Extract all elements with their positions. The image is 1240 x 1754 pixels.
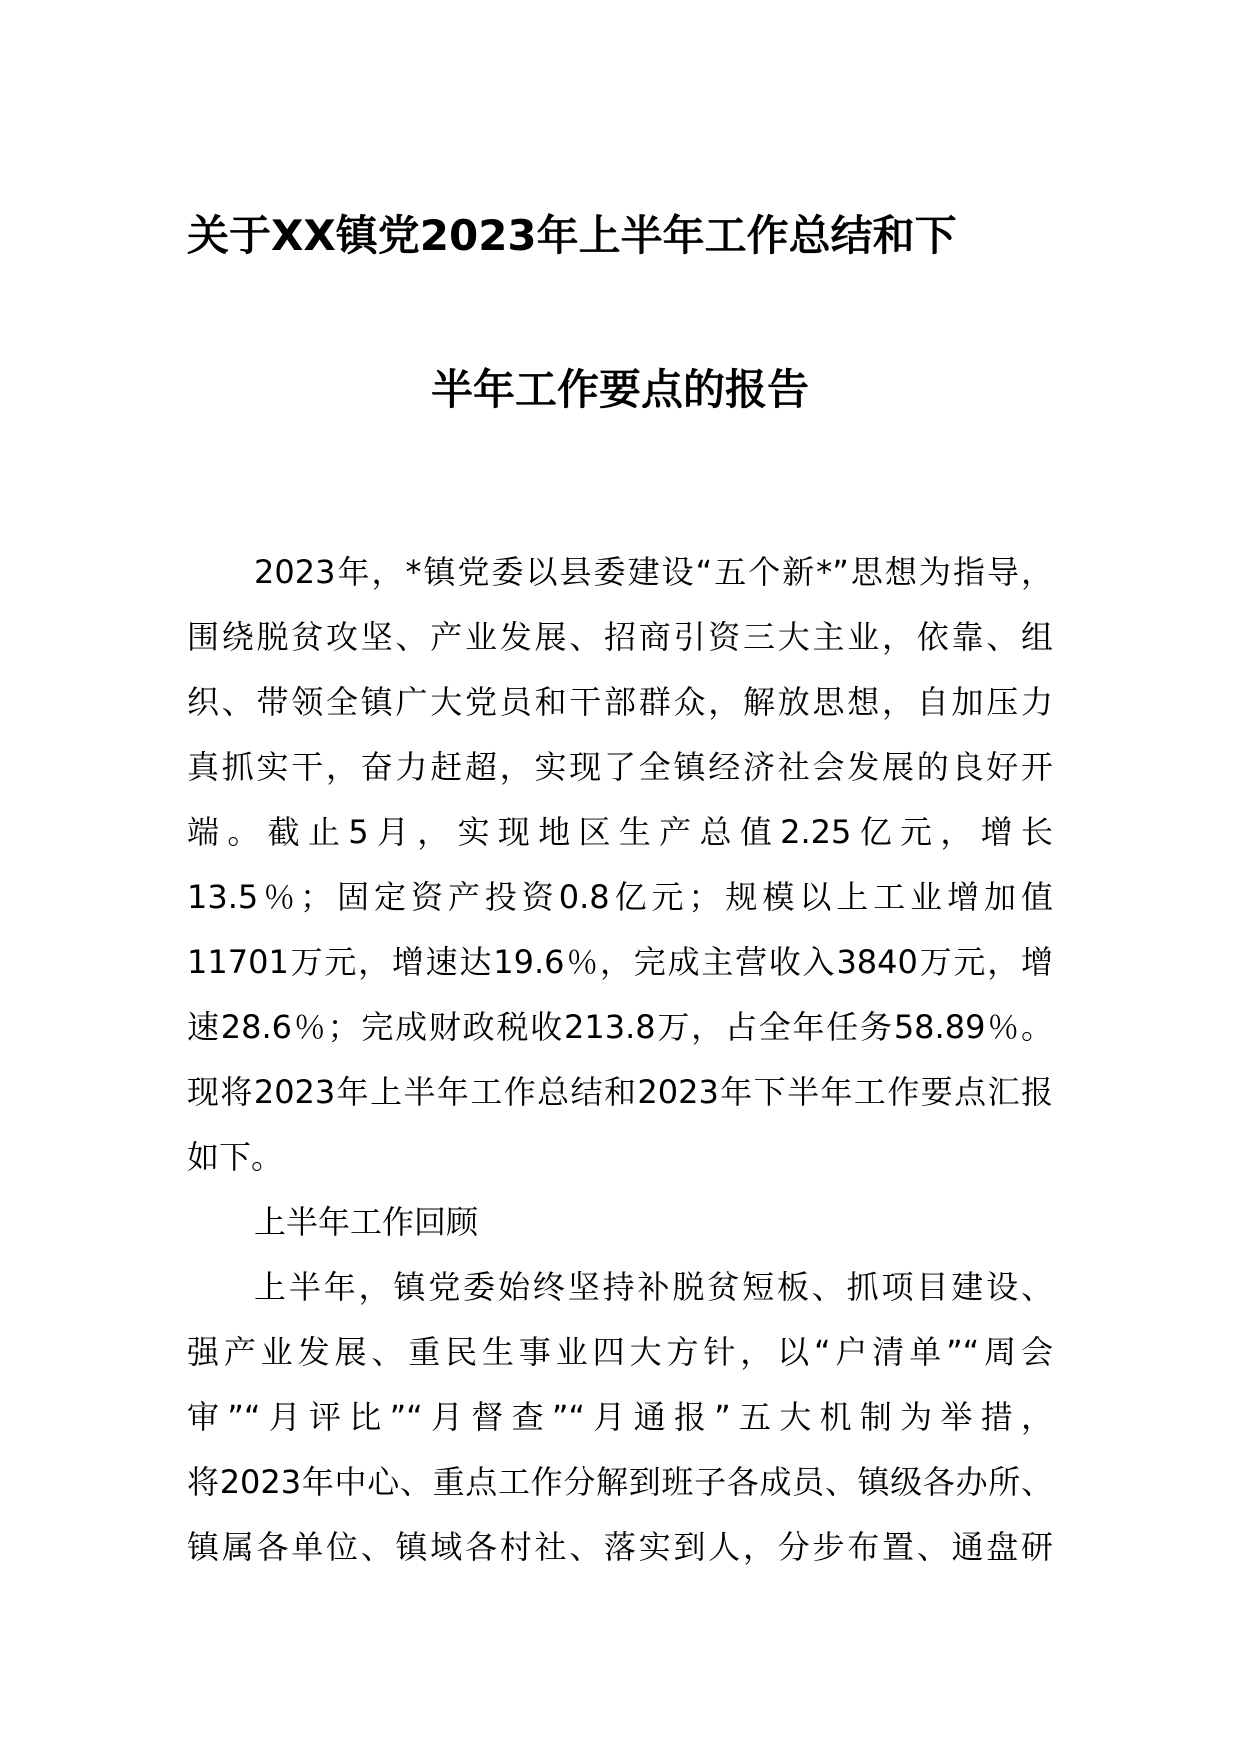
document-body bbox=[187, 540, 1053, 1580]
text-line: 将2023年中心、重点工作分解到班子各成员、镇级各办所、 bbox=[187, 1463, 1053, 1501]
text-line: 上半年，镇党委始终坚持补脱贫短板、抓项目建设、 bbox=[254, 1268, 1053, 1306]
text-line: 端。截止5月，实现地区生产总值2.25亿元，增长 bbox=[187, 813, 1053, 851]
document-title-line-2: 半年工作要点的报告 bbox=[430, 365, 809, 414]
text-line: 强产业发展、重民生事业四大方针，以“户清单”“周会 bbox=[187, 1333, 1053, 1371]
text-line: 如下。 bbox=[187, 1138, 284, 1176]
text-line: 11701万元，增速达19.6％，完成主营收入3840万元，增 bbox=[187, 943, 1053, 981]
text-line: 2023年，*镇党委以县委建设“五个新*”思想为指导， bbox=[254, 553, 1053, 591]
text-line: 镇属各单位、镇域各村社、落实到人，分步布置、通盘研 bbox=[187, 1528, 1053, 1566]
text-line: 速28.6％；完成财政税收213.8万，占全年任务58.89％。 bbox=[187, 1008, 1053, 1046]
text-line: 13.5％；固定资产投资0.8亿元；规模以上工业增加值 bbox=[187, 878, 1053, 916]
text-line: 审”“月评比”“月督查”“月通报”五大机制为举措， bbox=[187, 1398, 1053, 1436]
document-title-line-1: 关于XX镇党2023年上半年工作总结和下 bbox=[187, 211, 957, 260]
text-line: 真抓实干，奋力赶超，实现了全镇经济社会发展的良好开 bbox=[187, 748, 1053, 786]
section-heading: 上半年工作回顾 bbox=[254, 1203, 479, 1241]
text-line: 现将2023年上半年工作总结和2023年下半年工作要点汇报 bbox=[187, 1073, 1053, 1111]
paragraph-2 bbox=[187, 1255, 1053, 1580]
text-line: 织、带领全镇广大党员和干部群众，解放思想，自加压力 bbox=[187, 683, 1053, 721]
paragraph-1 bbox=[187, 540, 1053, 1190]
text-line: 围绕脱贫攻坚、产业发展、招商引资三大主业，依靠、组 bbox=[187, 618, 1053, 656]
